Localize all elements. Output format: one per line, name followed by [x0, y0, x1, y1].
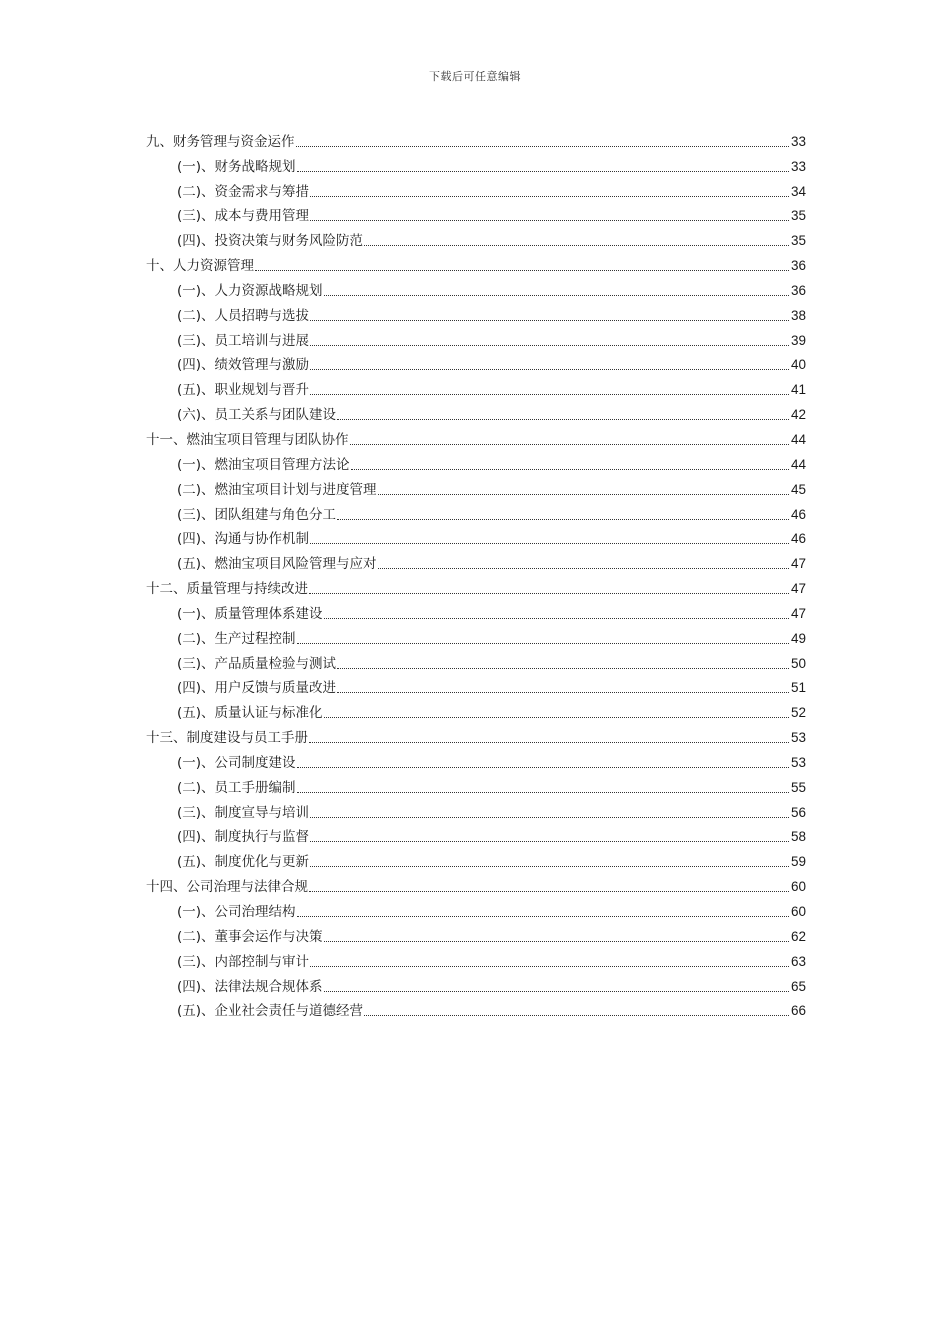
toc-page-number: 44	[790, 431, 806, 447]
toc-entry-title[interactable]: (一)、公司制度建设	[177, 754, 296, 771]
toc-page-number: 33	[790, 133, 806, 149]
toc-page-number: 36	[790, 258, 806, 274]
toc-entry-title[interactable]: (三)、团队组建与角色分工	[177, 506, 337, 523]
toc-section-entry[interactable]	[146, 623, 806, 648]
toc-entry-title[interactable]: (三)、内部控制与审计	[177, 953, 310, 970]
toc-section-entry[interactable]	[146, 399, 806, 424]
toc-entry-title[interactable]: 十、人力资源管理	[146, 258, 254, 275]
toc-dot-leader	[378, 494, 789, 495]
toc-entry-title[interactable]: (四)、投资决策与财务风险防范	[177, 233, 364, 250]
toc-dot-leader	[309, 742, 789, 743]
toc-entry-title[interactable]: (四)、沟通与协作机制	[177, 531, 310, 548]
toc-dot-leader	[310, 369, 789, 370]
toc-page-number: 40	[790, 357, 806, 373]
toc-dot-leader	[324, 991, 789, 992]
toc-section-entry[interactable]	[146, 548, 806, 573]
toc-entry-title[interactable]: (五)、制度优化与更新	[177, 854, 310, 871]
toc-dot-leader	[296, 146, 790, 147]
toc-section-entry[interactable]	[146, 300, 806, 325]
toc-entry-title[interactable]: (二)、员工手册编制	[177, 779, 296, 796]
toc-dot-leader	[378, 568, 789, 569]
toc-dot-leader	[324, 618, 789, 619]
toc-entry-title[interactable]: (二)、燃油宝项目计划与进度管理	[177, 481, 377, 498]
toc-chapter-entry[interactable]	[146, 871, 806, 896]
toc-section-entry[interactable]	[146, 275, 806, 300]
toc-section-entry[interactable]	[146, 176, 806, 201]
toc-section-entry[interactable]	[146, 201, 806, 226]
toc-section-entry[interactable]	[146, 946, 806, 971]
toc-dot-leader	[297, 171, 789, 172]
toc-chapter-entry[interactable]	[146, 424, 806, 449]
toc-dot-leader	[310, 543, 789, 544]
toc-dot-leader	[297, 792, 789, 793]
toc-entry-title[interactable]: 九、财务管理与资金运作	[146, 133, 295, 150]
toc-entry-title[interactable]: (一)、公司治理结构	[177, 904, 296, 920]
toc-dot-leader	[309, 593, 789, 594]
toc-page-number: 44	[790, 456, 806, 472]
toc-section-entry[interactable]	[146, 648, 806, 673]
toc-section-entry[interactable]	[146, 374, 806, 399]
toc-page-number: 45	[790, 481, 806, 497]
toc-page-number: 39	[790, 332, 806, 348]
toc-page-number: 47	[790, 581, 806, 597]
toc-section-entry[interactable]	[146, 797, 806, 822]
toc-section-entry[interactable]	[146, 350, 806, 375]
toc-section-entry[interactable]	[146, 673, 806, 698]
toc-page-number: 53	[790, 754, 806, 770]
toc-dot-leader	[310, 866, 789, 867]
toc-entry-title[interactable]: (四)、绩效管理与激励	[177, 357, 310, 374]
toc-dot-leader	[310, 196, 789, 197]
toc-page-number: 42	[790, 407, 806, 423]
toc-entry-title[interactable]: (三)、员工培训与进展	[177, 332, 310, 349]
toc-dot-leader	[309, 891, 789, 892]
toc-entry-title[interactable]: (一)、人力资源战略规划	[177, 282, 323, 299]
toc-page-number: 58	[790, 829, 806, 845]
toc-section-entry[interactable]	[146, 524, 806, 549]
toc-dot-leader	[297, 643, 789, 644]
toc-dot-leader	[297, 916, 789, 917]
toc-page-number: 60	[790, 904, 806, 919]
toc-page-number: 41	[790, 382, 806, 398]
toc-page-number: 50	[790, 655, 806, 671]
toc-dot-leader	[364, 245, 789, 246]
toc-dot-leader	[350, 444, 790, 445]
toc-section-entry[interactable]	[146, 151, 806, 176]
toc-entry-title[interactable]: 十四、公司治理与法律合规	[146, 879, 308, 896]
toc-section-entry[interactable]	[146, 996, 806, 1021]
toc-chapter-entry[interactable]	[146, 126, 806, 151]
toc-dot-leader	[337, 519, 789, 520]
toc-section-entry[interactable]	[146, 971, 806, 996]
toc-dot-leader	[310, 320, 789, 321]
toc-entry-title[interactable]: (三)、成本与费用管理	[177, 208, 310, 225]
toc-dot-leader	[255, 270, 789, 271]
toc-dot-leader	[310, 966, 789, 967]
toc-section-entry[interactable]	[146, 449, 806, 474]
toc-section-entry[interactable]	[146, 921, 806, 946]
toc-entry-title[interactable]: (六)、员工关系与团队建设	[177, 407, 337, 424]
toc-entry-title[interactable]: 十三、制度建设与员工手册	[146, 730, 308, 747]
toc-chapter-entry[interactable]	[146, 250, 806, 275]
toc-entry-title[interactable]: (三)、制度宣导与培训	[177, 804, 310, 821]
toc-page-number: 56	[790, 804, 806, 820]
toc-entry-title[interactable]: (四)、法律法规合规体系	[177, 978, 323, 995]
toc-section-entry[interactable]	[146, 896, 806, 921]
toc-section-entry[interactable]	[146, 747, 806, 772]
toc-entry-title[interactable]: (二)、生产过程控制	[177, 630, 296, 647]
toc-page-number: 46	[790, 531, 806, 547]
toc-page-number: 66	[790, 1003, 806, 1019]
toc-entry-title[interactable]: (二)、董事会运作与决策	[177, 928, 323, 945]
toc-section-entry[interactable]	[146, 697, 806, 722]
toc-entry-title[interactable]: (四)、用户反馈与质量改进	[177, 680, 337, 697]
toc-entry-title[interactable]: (一)、财务战略规划	[177, 158, 296, 175]
toc-page-number: 49	[790, 630, 806, 646]
toc-entry-title[interactable]: (二)、资金需求与筹措	[177, 183, 310, 200]
toc-dot-leader	[337, 668, 789, 669]
toc-section-entry[interactable]	[146, 822, 806, 847]
toc-entry-title[interactable]: (五)、企业社会责任与道德经营	[177, 1003, 364, 1020]
toc-entry-title[interactable]: (三)、产品质量检验与测试	[177, 655, 337, 672]
toc-entry-title[interactable]: (四)、制度执行与监督	[177, 829, 310, 846]
toc-page-number: 59	[790, 854, 806, 870]
page-header: 下载后可任意编辑	[429, 70, 521, 83]
toc-section-entry[interactable]	[146, 225, 806, 250]
toc-page-number: 35	[790, 208, 806, 224]
toc-page-number: 34	[790, 183, 806, 199]
toc-page-number: 62	[790, 928, 806, 944]
toc-page-number: 46	[790, 506, 806, 522]
toc-page-number: 38	[790, 307, 806, 323]
toc-dot-leader	[351, 469, 789, 470]
toc-chapter-entry[interactable]	[146, 573, 806, 598]
toc-section-entry[interactable]	[146, 772, 806, 797]
toc-dot-leader	[310, 817, 789, 818]
toc-entry-title[interactable]: (五)、质量认证与标准化	[177, 705, 323, 722]
toc-dot-leader	[310, 220, 789, 221]
toc-entry-title[interactable]: (一)、质量管理体系建设	[177, 605, 323, 622]
toc-dot-leader	[310, 345, 789, 346]
toc-page-number: 65	[790, 978, 806, 994]
toc-entry-title[interactable]: (五)、燃油宝项目风险管理与应对	[177, 556, 377, 573]
toc-entry-title[interactable]: 十一、燃油宝项目管理与团队协作	[146, 431, 349, 448]
toc-entry-title[interactable]: (一)、燃油宝项目管理方法论	[177, 456, 350, 473]
toc-page-number: 55	[790, 779, 806, 795]
toc-section-entry[interactable]	[146, 598, 806, 623]
toc-entry-title[interactable]: 十二、质量管理与持续改进	[146, 581, 308, 598]
toc-dot-leader	[310, 841, 789, 842]
toc-page-number: 51	[790, 680, 806, 696]
toc-dot-leader	[324, 295, 789, 296]
table-of-contents	[146, 126, 806, 1020]
toc-page-number: 52	[790, 705, 806, 721]
toc-dot-leader	[297, 767, 789, 768]
toc-dot-leader	[337, 419, 789, 420]
toc-page-number: 47	[790, 605, 806, 621]
toc-chapter-entry[interactable]	[146, 722, 806, 747]
toc-dot-leader	[337, 692, 789, 693]
toc-section-entry[interactable]	[146, 846, 806, 871]
toc-dot-leader	[364, 1015, 789, 1016]
toc-page-number: 35	[790, 233, 806, 249]
toc-dot-leader	[324, 717, 789, 718]
toc-section-entry[interactable]	[146, 325, 806, 350]
toc-dot-leader	[310, 394, 789, 395]
toc-section-entry[interactable]	[146, 474, 806, 499]
toc-page-number: 36	[790, 282, 806, 298]
toc-section-entry[interactable]	[146, 499, 806, 524]
toc-page-number: 60	[790, 879, 806, 895]
toc-page-number: 33	[790, 158, 806, 174]
toc-page-number: 63	[790, 953, 806, 969]
toc-dot-leader	[324, 941, 789, 942]
toc-page-number: 53	[790, 730, 806, 746]
toc-entry-title[interactable]: (五)、职业规划与晋升	[177, 382, 310, 399]
toc-entry-title[interactable]: (二)、人员招聘与选拔	[177, 307, 310, 324]
toc-page-number: 47	[790, 556, 806, 572]
